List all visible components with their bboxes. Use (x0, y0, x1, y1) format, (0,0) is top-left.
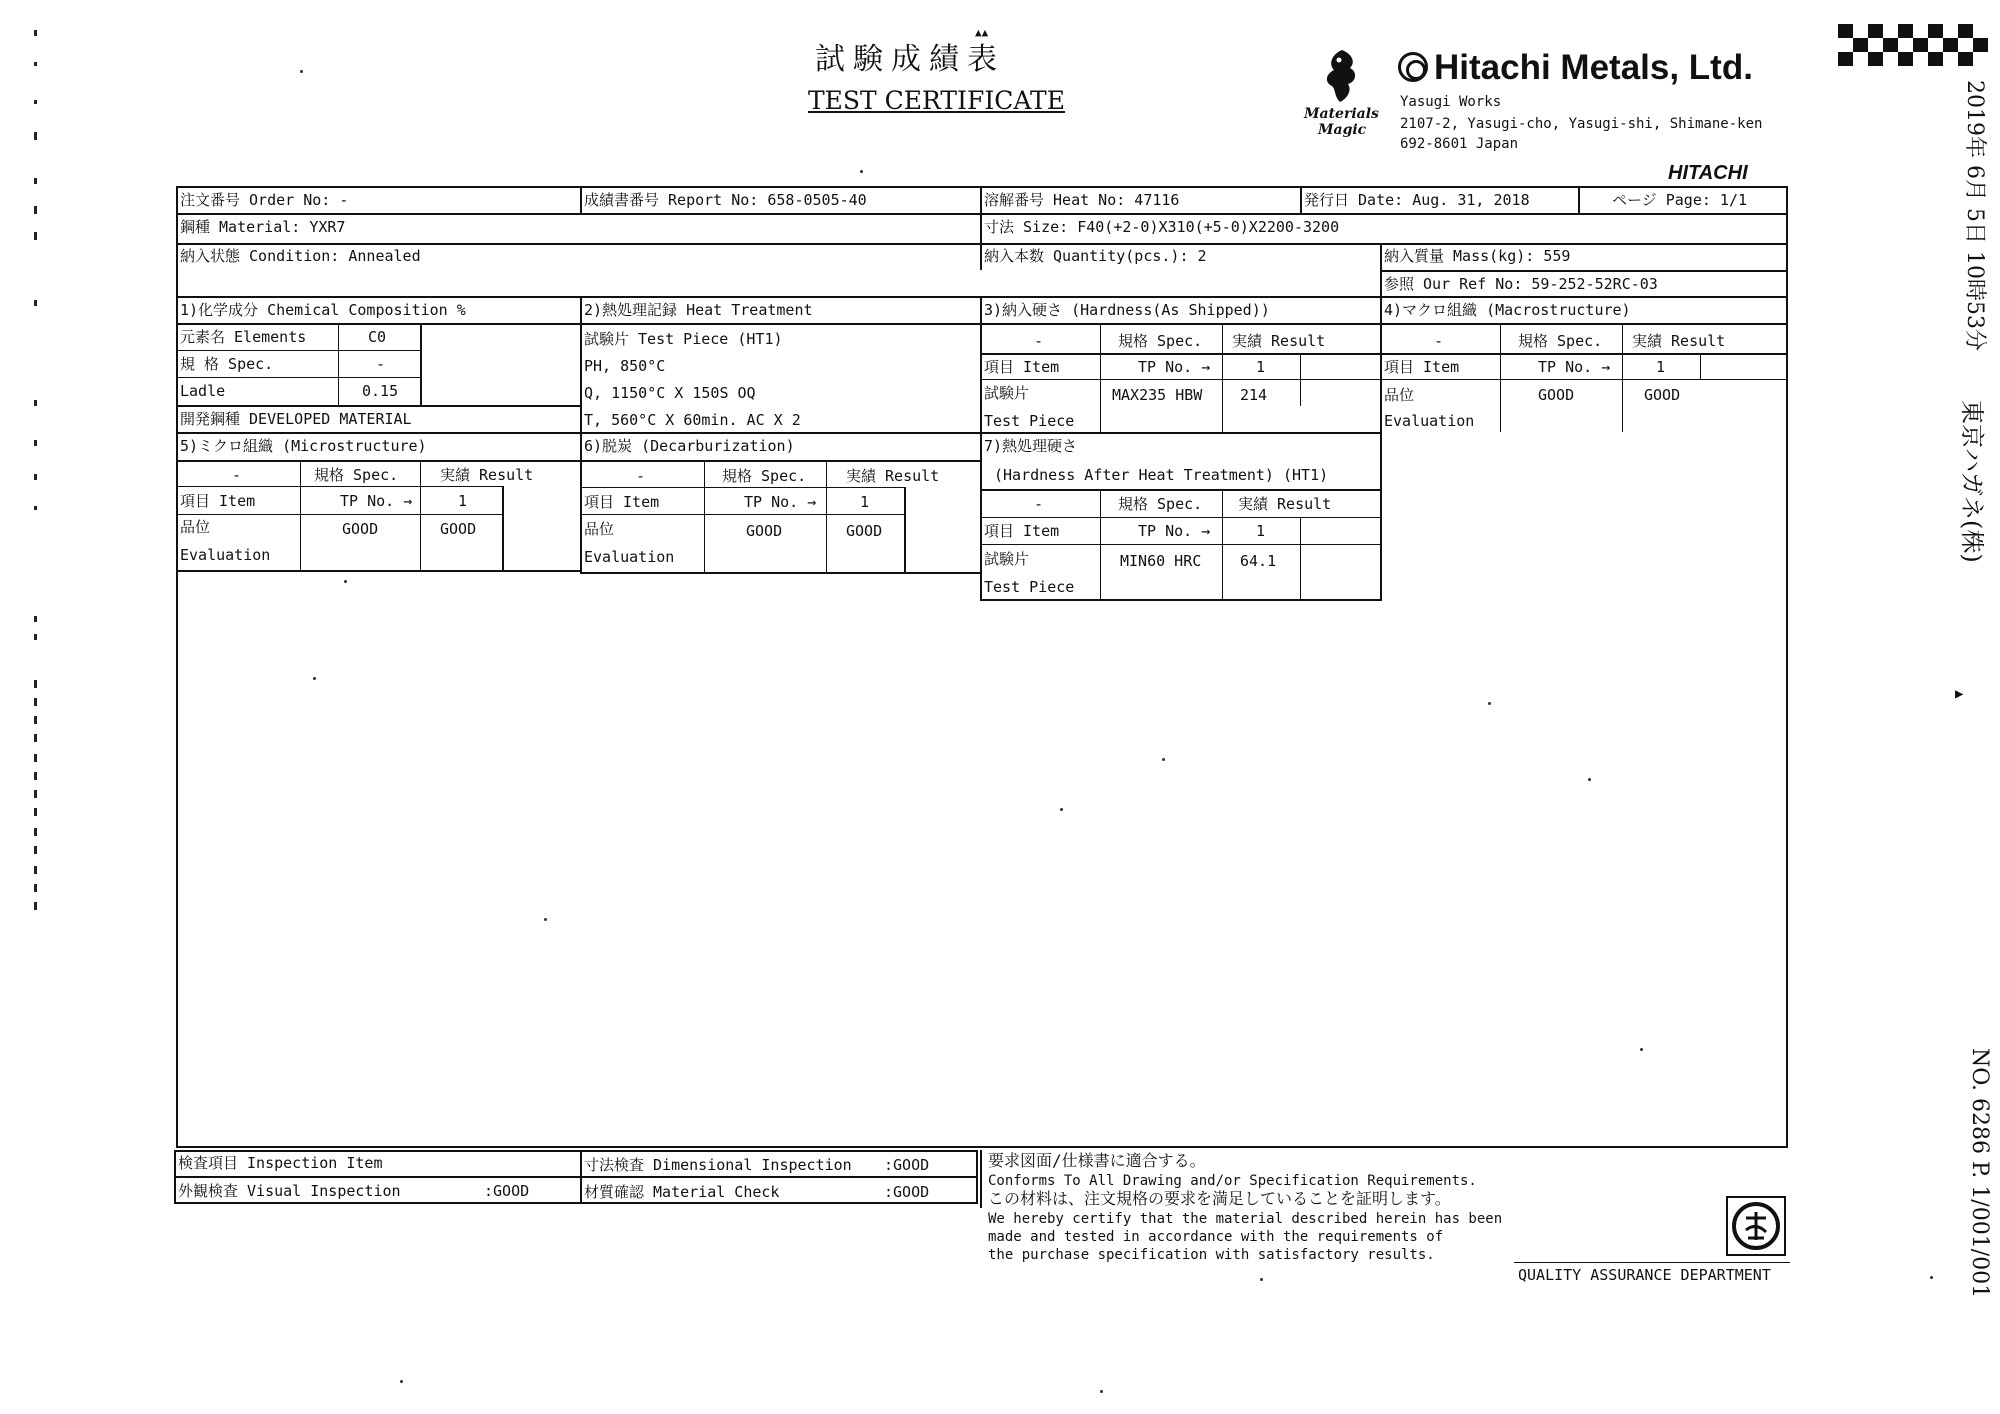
hardness-ht-tp-label: TP No. → (1138, 522, 1211, 540)
rule (176, 405, 580, 407)
our-ref: 参照 Our Ref No: 59-252-52RC-03 (1384, 275, 1658, 293)
issue-date: 発行日 Date: Aug. 31, 2018 (1304, 191, 1530, 209)
micro-result: GOOD (440, 520, 477, 538)
hardness-testpiece-jp: 試験片 (984, 384, 1030, 402)
rule (502, 486, 504, 570)
address-line-1: 2107-2, Yasugi-cho, Yasugi-shi, Shimane-ken (1400, 116, 1763, 132)
rule (980, 379, 1380, 380)
title-jp: 試験成績表 (815, 42, 1005, 77)
rule (1380, 243, 1382, 296)
rule (174, 1176, 978, 1178)
visual-result: :GOOD (484, 1182, 530, 1200)
qa-stamp (1726, 1196, 1786, 1256)
hardness-ht-subheading: (Hardness After Heat Treatment) (HT1) (994, 466, 1329, 484)
rule (980, 544, 1382, 545)
rule (176, 460, 580, 462)
rule (176, 486, 502, 487)
macro-eval-jp: 品位 (1384, 386, 1415, 404)
condition: 納入状態 Condition: Annealed (180, 247, 421, 265)
decarb-item-label: 項目 Item (584, 493, 660, 511)
hardness-spec: MAX235 HBW (1112, 386, 1203, 404)
ladle-label: Ladle (180, 382, 226, 400)
micro-eval-jp: 品位 (180, 518, 211, 536)
rule (176, 514, 502, 515)
rule (1300, 186, 1302, 213)
heat-line-2: Q, 1150°C X 150S OQ (584, 384, 756, 402)
decarb-heading: 6)脱炭 (Decarburization) (584, 437, 795, 455)
rule (1100, 323, 1101, 432)
micro-dash: - (232, 466, 242, 484)
rule (176, 350, 420, 351)
rule (980, 213, 982, 243)
chem-spec-value: - (376, 355, 386, 373)
company-name: Hitachi Metals, Ltd. (1434, 48, 1753, 87)
hardness-ht-result-label: 実績 Result (1238, 495, 1332, 513)
checker-pattern (1838, 24, 1988, 70)
cert-line-1: 要求図面/仕様書に適合する。 (988, 1151, 1206, 1170)
macro-heading: 4)マクロ組織 (Macrostructure) (1384, 301, 1631, 319)
decarb-result-label: 実績 Result (846, 467, 940, 485)
decarb-spec: GOOD (746, 522, 783, 540)
dimensional-result: :GOOD (884, 1156, 930, 1174)
hardness-ht-item-label: 項目 Item (984, 522, 1060, 540)
rule (176, 243, 1788, 245)
dimensional-inspection: 寸法検査 Dimensional Inspection (584, 1156, 852, 1174)
developed-material: 開発鋼種 DEVELOPED MATERIAL (180, 410, 412, 428)
rule (176, 213, 1788, 215)
rule (980, 353, 1380, 355)
hardness-ht-heading: 7)熱処理硬さ (984, 437, 1078, 455)
certificate-frame (176, 186, 1788, 1148)
macro-result: GOOD (1644, 386, 1681, 404)
rule (580, 514, 904, 515)
decarb-result: GOOD (846, 522, 883, 540)
rule (1380, 353, 1788, 355)
rule (300, 460, 301, 570)
triangle-marks: ▲▲ (975, 26, 989, 39)
rule (1622, 323, 1623, 432)
macro-dash: - (1434, 332, 1444, 350)
rule (704, 460, 705, 572)
rule (1300, 517, 1301, 599)
mass: 納入質量 Mass(kg): 559 (1384, 247, 1571, 265)
fax-arrow-icon: ▶ (1955, 686, 1964, 702)
chem-heading: 1)化学成分 Chemical Composition % (180, 301, 466, 319)
rule (1100, 489, 1101, 599)
fax-datetime: 2019年 6月 5日 10時53分 (1962, 80, 1987, 351)
macro-spec: GOOD (1538, 386, 1575, 404)
hitachi-circle-logo-icon (1398, 52, 1428, 82)
rule (1514, 1262, 1790, 1263)
rule (580, 487, 904, 488)
materials-magic-logo (1304, 48, 1384, 146)
ladle-value: 0.15 (362, 382, 399, 400)
rule (580, 1150, 582, 1204)
hardness-ht-result: 64.1 (1240, 552, 1277, 570)
logo-text-2: Magic (1318, 122, 1367, 138)
material-check: 材質確認 Material Check (584, 1183, 780, 1201)
inspection-item-label: 検査項目 Inspection Item (178, 1154, 383, 1172)
rule (580, 460, 980, 462)
hardness-ht-spec: MIN60 HRC (1120, 552, 1202, 570)
rule (1380, 432, 1382, 599)
material-check-result: :GOOD (884, 1183, 930, 1201)
page-number: ページ Page: 1/1 (1612, 191, 1748, 209)
rule (980, 186, 982, 213)
rule (176, 377, 420, 378)
heat-line-1: PH, 850°C (584, 357, 666, 375)
works-name: Yasugi Works (1400, 94, 1502, 110)
rule (1700, 353, 1701, 379)
decarb-eval-jp: 品位 (584, 520, 615, 538)
micro-item-label: 項目 Item (180, 492, 256, 510)
fax-page-number: NO. 6286 P. 1/001/001 (1967, 1048, 1992, 1299)
rule (420, 323, 422, 405)
rule (1380, 270, 1788, 272)
decarb-dash: - (636, 467, 646, 485)
hitachi-mark: HITACHI (1668, 162, 1748, 184)
elements-label: 元素名 Elements (180, 328, 307, 346)
report-no: 成績書番号 Report No: 658-0505-40 (584, 191, 867, 209)
rule (904, 487, 906, 572)
rule (176, 570, 580, 572)
decarb-spec-label: 規格 Spec. (722, 467, 807, 485)
rule (580, 296, 582, 572)
rule (980, 599, 1382, 601)
macro-result-label: 実績 Result (1632, 332, 1726, 350)
hardness-ht-tp-value: 1 (1256, 522, 1266, 540)
hardness-testpiece-en: Test Piece (984, 412, 1075, 430)
cert-line-5: made and tested in accordance with the requirements of (988, 1229, 1444, 1245)
rule (980, 517, 1382, 518)
qa-department: QUALITY ASSURANCE DEPARTMENT (1518, 1266, 1771, 1284)
rule (980, 1150, 982, 1208)
hardness-dash: - (1034, 332, 1044, 350)
decarb-tp-label: TP No. → (744, 493, 817, 511)
order-no: 注文番号 Order No: - (180, 191, 349, 209)
hardness-heading: 3)納入硬さ (Hardness(As Shipped)) (984, 301, 1270, 319)
heat-line-3: T, 560°C X 60min. AC X 2 (584, 411, 801, 429)
hardness-item-label: 項目 Item (984, 358, 1060, 376)
rule (1222, 323, 1223, 432)
rule (580, 572, 980, 574)
rule (420, 460, 421, 570)
hardness-result: 214 (1240, 386, 1268, 404)
macro-spec-label: 規格 Spec. (1518, 332, 1603, 350)
hardness-ht-dash: - (1034, 495, 1044, 513)
title-en: TEST CERTIFICATE (808, 86, 1065, 115)
rule (1300, 353, 1301, 406)
size: 寸法 Size: F40(+2-0)X310(+5-0)X2200-3200 (984, 218, 1340, 236)
material: 鋼種 Material: YXR7 (180, 218, 346, 236)
logo-text-1: Materials (1304, 106, 1379, 122)
cert-line-3: この材料は、注文規格の要求を満足していることを証明します。 (988, 1189, 1451, 1208)
hardness-tp-label: TP No. → (1138, 358, 1211, 376)
rule (980, 243, 982, 270)
element-c0: C0 (368, 328, 387, 346)
quantity: 納入本数 Quantity(pcs.): 2 (984, 247, 1207, 265)
heat-no: 溶解番号 Heat No: 47116 (984, 191, 1180, 209)
micro-tp-value: 1 (458, 492, 468, 510)
rule (826, 460, 827, 572)
hardness-ht-spec-label: 規格 Spec. (1118, 495, 1203, 513)
micro-eval-en: Evaluation (180, 546, 271, 564)
micro-spec-label: 規格 Spec. (314, 466, 399, 484)
rule (580, 186, 582, 213)
rule (1578, 186, 1580, 213)
rule (1222, 489, 1223, 599)
rule (980, 489, 1382, 491)
hardness-ht-testpiece-en: Test Piece (984, 578, 1075, 596)
rule (338, 323, 339, 405)
chem-spec-label: 規 格 Spec. (180, 355, 274, 373)
micro-spec: GOOD (342, 520, 379, 538)
rule (1380, 379, 1788, 380)
macro-tp-value: 1 (1656, 358, 1666, 376)
rule (980, 296, 982, 599)
qa-seal-icon (1728, 1198, 1784, 1254)
cert-line-4: We hereby certify that the material described herein has been (988, 1211, 1503, 1227)
rule (1380, 296, 1382, 434)
cert-line-2: Conforms To All Drawing and/or Specification Requirements. (988, 1173, 1477, 1189)
decarb-tp-value: 1 (860, 493, 870, 511)
hardness-result-label: 実績 Result (1232, 332, 1326, 350)
rule (176, 296, 1788, 298)
dragon-logo-icon (1322, 48, 1362, 104)
fax-sender: 東京ハガネ(株) (1958, 400, 1986, 563)
macro-item-label: 項目 Item (1384, 358, 1460, 376)
micro-result-label: 実績 Result (440, 466, 534, 484)
cert-line-6: the purchase specification with satisfactory results. (988, 1247, 1435, 1263)
rule (176, 432, 1382, 434)
visual-inspection: 外観検査 Visual Inspection (178, 1182, 401, 1200)
hardness-spec-label: 規格 Spec. (1118, 332, 1203, 350)
hardness-ht-testpiece-jp: 試験片 (984, 550, 1030, 568)
checker-mark-icon (1838, 24, 1988, 66)
macro-eval-en: Evaluation (1384, 412, 1475, 430)
rule (176, 323, 1788, 325)
address-line-2: 692-8601 Japan (1400, 136, 1519, 152)
micro-tp-label: TP No. → (340, 492, 413, 510)
hardness-tp-value: 1 (1256, 358, 1266, 376)
heat-heading: 2)熱処理記録 Heat Treatment (584, 301, 813, 319)
macro-tp-label: TP No. → (1538, 358, 1611, 376)
heat-test-piece: 試験片 Test Piece (HT1) (584, 330, 783, 348)
decarb-eval-en: Evaluation (584, 548, 675, 566)
micro-heading: 5)ミクロ組織 (Microstructure) (180, 437, 427, 455)
rule (1500, 323, 1501, 432)
